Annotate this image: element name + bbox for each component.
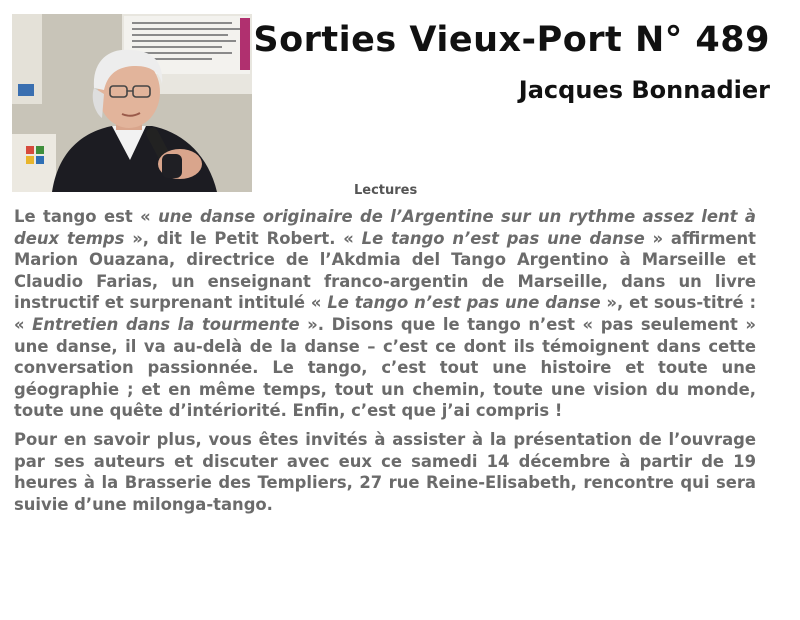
- text-run: », et sous-titré : «: [14, 293, 757, 334]
- author-name: Jacques Bonnadier: [518, 76, 770, 104]
- article-paragraph-1: [14, 206, 756, 422]
- book-title: Le tango n’est pas une danse: [327, 293, 601, 313]
- text-run: » affirment Marion Ouazana, directrice de l’Akdmia del Tango Argentino à Marseille et Claudio Farias, un enseignant franco-argentin de Marseille, dans un livre instructif et surprenant intitulé «: [14, 228, 757, 313]
- text-run: Le tango est «: [14, 207, 159, 226]
- speaker-with-microphone-photo: [12, 14, 252, 192]
- text-run: », dit le Petit Robert. «: [124, 228, 362, 248]
- author-photo: [12, 14, 252, 192]
- text-run: ». Disons que le tango n’est « pas seulement » une danse, il va au-delà de la danse – c’est ce dont ils témoignent dans cette conversation passionnée. Le tango, c’est tout une histoire et toute une géographie ; et en même temps, tout un chemin, toute une vision du monde, toute une quête d’intériorité. Enfin, c’est que j’ai compris !: [14, 314, 756, 421]
- section-label: Lectures: [354, 183, 418, 198]
- article-body: [14, 206, 756, 515]
- quote-book-claim: Le tango n’est pas une danse: [361, 228, 645, 248]
- book-subtitle: Entretien dans la tourmente: [32, 314, 300, 334]
- page-title: Sorties Vieux-Port N° 489: [253, 20, 770, 60]
- article-paragraph-2: Pour en savoir plus, vous êtes invités à assister à la présentation de l’ouvrage par ses auteurs et discuter avec eux ce samedi 14 décembre à partir de 19 heures à la Brasserie des Templiers, 27 rue Reine-Elisabeth, rencontre qui sera suivie d’une milonga-tango.: [14, 429, 756, 514]
- quote-definition: une danse originaire de l’Argentine sur un rythme assez lent à deux temps: [14, 207, 756, 248]
